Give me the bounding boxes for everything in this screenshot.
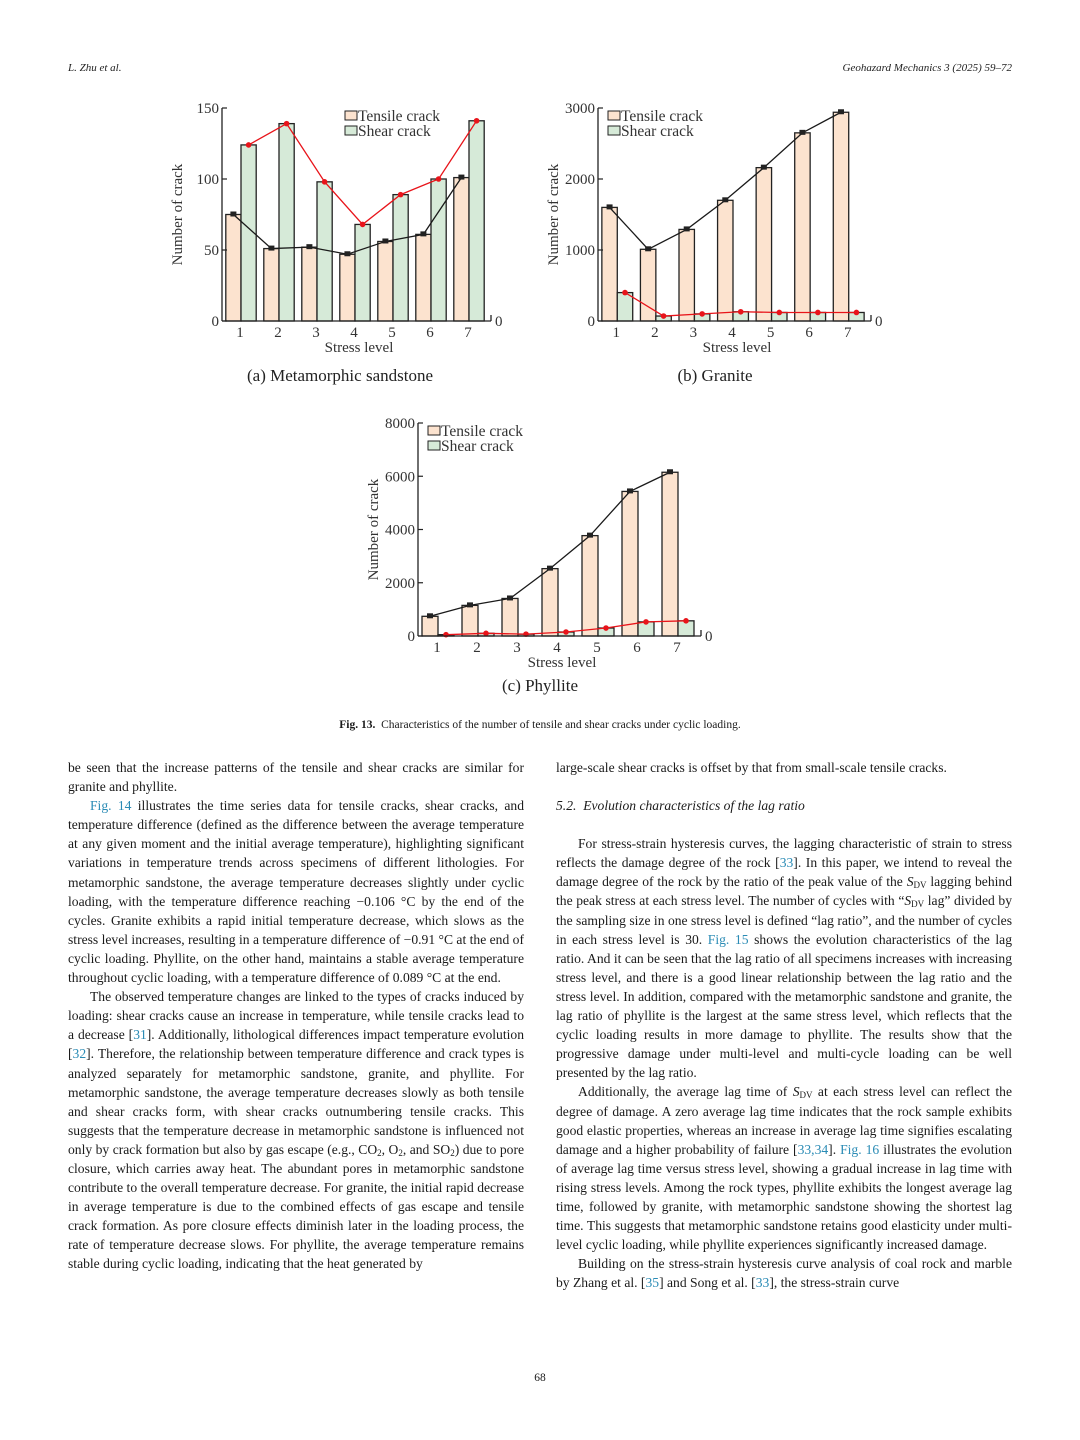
y-tick-label: 0: [587, 314, 595, 330]
tensile-bar: [679, 229, 694, 321]
x-tick-label: 7: [843, 325, 852, 341]
tensile-marker: [507, 595, 513, 600]
x-tick-label: 6: [633, 640, 641, 656]
x-tick-label: 6: [805, 325, 813, 341]
legend-swatch: [428, 426, 440, 435]
citation-link[interactable]: Fig. 16: [840, 1141, 880, 1157]
tensile-bar: [602, 207, 617, 321]
tensile-bar: [422, 616, 438, 636]
running-head-journal: Geohazard Mechanics 3 (2025) 59–72: [842, 62, 1012, 74]
shear-bar: [393, 195, 408, 321]
tensile-bar: [622, 491, 638, 636]
chart-svg: [360, 410, 720, 705]
tensile-bar: [226, 215, 241, 322]
y-tick-label: 150: [196, 101, 219, 117]
tensile-marker: [458, 175, 464, 180]
citation-link[interactable]: 32: [72, 1046, 87, 1062]
legend: [608, 108, 703, 140]
shear-marker: [284, 121, 290, 127]
shear-marker: [398, 192, 404, 198]
x-tick-label: 5: [388, 325, 396, 341]
tensile-marker: [838, 109, 844, 114]
tensile-bar: [264, 249, 279, 321]
shear-marker: [622, 290, 628, 296]
right-axis-zero: 0: [875, 314, 883, 330]
x-tick-label: 7: [673, 640, 681, 656]
x-tick-label: 5: [766, 325, 775, 341]
tensile-marker: [667, 469, 673, 474]
shear-bar: [279, 124, 294, 321]
tensile-marker: [684, 226, 690, 231]
panel-title: (b) Granite: [677, 366, 753, 385]
tensile-marker: [761, 165, 767, 170]
x-tick-label: 1: [236, 325, 244, 341]
tensile-bar: [340, 254, 355, 321]
x-tick-label: 2: [651, 325, 659, 341]
y-axis-label: Number of crack: [170, 163, 186, 266]
tensile-marker: [268, 246, 274, 251]
body-column-right: [556, 758, 1012, 1292]
x-tick-label: 3: [689, 325, 698, 341]
shear-marker: [776, 310, 782, 316]
y-tick-label: 1000: [565, 243, 595, 259]
tensile-bar: [662, 472, 678, 636]
x-tick-label: 2: [274, 325, 282, 341]
x-tick-label: 3: [513, 640, 521, 656]
panel-title: (c) Phyllite: [501, 676, 579, 695]
bars: [226, 121, 484, 321]
legend-swatch: [428, 441, 440, 450]
tensile-marker: [645, 246, 651, 251]
paragraph: For stress-strain hysteresis curves, the lagging characteristic of strain to stress reflects the damage degree of the rock [33]. In this paper, we intend to reveal the damage degree of the rock by the ratio of the peak value of the $S_{DV}$ lagging behind the peak stress at each stress level. The number of cycles with “$S_{DV}$ lag” divided by the sampling size in one stress level is defined “lag ratio”, and the number of cycles in each stress level is 30. Fig. 15 shows the evolution characteristics of the lag ratio. And it can be seen that the lag ratio of all specimens increases with increasing stress level, and there is a good linear relationship between the lag ratio and the stress level. In addition, compared with the metamorphic sandstone and granite, the lag ratio of phyllite is the largest at the same stress level, which reflects that the cyclic loading results in more damage to phyllite. The results show that the progressive damage under multi-level and multi-cycle loading can be well presented by the lag ratio.: [556, 836, 1012, 1081]
tensile-bar: [795, 133, 810, 321]
citation-link[interactable]: 33: [779, 855, 794, 871]
tensile-marker: [722, 197, 728, 202]
legend: [428, 423, 523, 455]
tensile-marker: [627, 488, 633, 493]
y-tick-label: 2000: [565, 172, 595, 188]
section-heading: 5.2. Evolution characteristics of the lag ratio: [556, 798, 805, 814]
bars: [422, 472, 694, 636]
y-tick-label: 0: [407, 629, 415, 645]
legend-label: Shear crack: [358, 123, 431, 140]
legend-label: Tensile crack: [621, 108, 703, 125]
shear-marker: [474, 118, 480, 124]
tensile-marker: [587, 533, 593, 538]
shear-marker: [683, 618, 689, 624]
y-axis-label: Number of crack: [366, 478, 382, 581]
legend-label: Tensile crack: [358, 108, 440, 125]
x-axis-label: Stress level: [702, 340, 772, 356]
figure-caption-text: Characteristics of the number of tensile and shear cracks under cyclic loading.: [381, 719, 741, 731]
right-axis-zero: 0: [495, 314, 503, 330]
shear-marker: [643, 619, 649, 625]
tensile-bar: [756, 168, 771, 321]
paragraph: Fig. 14 illustrates the time series data for tensile cracks, shear cracks, and temperature difference (defined as the difference between the average temperature at any given moment and the initial average temperature), highlighting significant variations in temperature trends across specimens of different lithologies. For metamorphic sandstone, the average temperature decreases slightly under cyclic loading, with the temperature difference reaching −0.106 °C by the end of the cycles. Granite exhibits a rapid initial temperature decrease, which slows as the stress level increases, resulting in a temperature difference of −0.91 °C at the end of cyclic loading. Phyllite, on the other hand, maintains a stable average temperature throughout cyclic loading, with a temperature difference of 0.089 °C at the end.: [68, 798, 525, 986]
tensile-bar: [378, 241, 393, 321]
body-column-left: [68, 758, 524, 1274]
shear-marker: [661, 313, 667, 319]
shear-marker: [563, 629, 569, 635]
page-number: 68: [534, 1372, 546, 1384]
tensile-marker: [382, 238, 388, 243]
legend-swatch: [608, 126, 620, 135]
tensile-bar: [582, 536, 598, 636]
shear-marker: [603, 625, 609, 631]
y-tick-label: 3000: [565, 101, 595, 117]
shear-marker: [738, 309, 744, 315]
shear-marker: [854, 310, 860, 316]
right-axis-zero: 0: [705, 629, 713, 645]
chart-metamorphic-sandstone: [170, 95, 510, 395]
panel-title: (a) Metamorphic sandstone: [247, 366, 433, 385]
legend-label: Shear crack: [621, 123, 694, 140]
tensile-marker: [230, 212, 236, 217]
figure-label: Fig. 13.: [339, 719, 376, 731]
legend-label: Tensile crack: [441, 423, 523, 440]
tensile-marker: [607, 204, 613, 209]
paragraph: The observed temperature changes are linked to the types of cracks induced by loading: shear cracks cause an increase in temperature, while tensile cracks lead to a decrease [31]. Additionally, lithological differences impact temperature evolution [32]. Therefore, the relationship between temperature difference and crack types is analyzed separately for metamorphic sandstone, granite, and phyllite. For metamorphic sandstone, the average temperature decreases slowly as both tensile and shear cracks form, with shear cracks outnumbering tensile cracks. This suggests that the temperature decrease in metamorphic sandstone is influenced not only by crack formation but also by gas escape (e.g., $CO_2$, $O_2$, and $SO_2$) due to pore closure, which carries away heat. The abundant pores in metamorphic sandstone contribute to the overall temperature decrease. For granite, the initial rapid decrease in average temperature is due to the combined effects of gas escape and tensile crack formation. As pore closure effects diminish later in the loading process, the rate of temperature decrease slows. For phyllite, the average temperature remains stable during cyclic loading, indicating that the heat generated by: [68, 989, 525, 1272]
tensile-marker: [344, 251, 350, 256]
shear-marker: [322, 179, 328, 185]
running-head-authors: L. Zhu et al.: [68, 62, 122, 74]
chart-svg: [540, 95, 890, 395]
paragraph: Building on the stress-strain hysteresis curve analysis of coal rock and marble by Zhang et al. [35] and Song et al. [33], the stress-strain curve: [556, 1256, 1012, 1291]
tensile-bar: [502, 598, 518, 636]
tensile-marker: [467, 602, 473, 607]
legend-label: Shear crack: [441, 438, 514, 455]
y-tick-label: 6000: [385, 469, 415, 486]
chart-granite: [540, 95, 890, 395]
tensile-marker: [799, 130, 805, 135]
shear-bar: [469, 121, 484, 321]
y-tick-label: 2000: [385, 575, 415, 592]
shear-marker: [246, 142, 252, 148]
tensile-bar: [416, 234, 431, 321]
y-tick-label: 100: [196, 172, 219, 188]
shear-marker: [436, 176, 442, 182]
x-tick-label: 1: [612, 325, 621, 341]
citation-link[interactable]: 33: [755, 1275, 770, 1291]
x-tick-label: 6: [426, 325, 434, 341]
chart-phyllite: [360, 410, 720, 705]
legend-swatch: [345, 111, 357, 120]
x-tick-label: 4: [728, 325, 736, 341]
legend: [345, 108, 440, 140]
tensile-bar: [462, 605, 478, 636]
tensile-marker: [420, 231, 426, 236]
tensile-bar: [302, 247, 317, 321]
shear-bar: [617, 293, 632, 321]
tensile-marker: [427, 613, 433, 618]
x-tick-label: 5: [593, 640, 601, 656]
y-axis-label: Number of crack: [546, 163, 562, 266]
legend-swatch: [345, 126, 357, 135]
y-tick-label: 0: [211, 314, 219, 330]
legend-swatch: [608, 111, 620, 120]
shear-marker: [360, 222, 366, 228]
figure-caption: [0, 719, 1080, 731]
chart-svg: [170, 95, 510, 395]
paragraph: be seen that the increase patterns of the tensile and shear cracks are similar for granite and phyllite.: [68, 760, 524, 795]
x-tick-label: 4: [553, 640, 561, 656]
x-tick-label: 7: [464, 325, 472, 341]
tensile-marker: [547, 566, 553, 571]
x-axis-label: Stress level: [324, 340, 394, 356]
citation-link[interactable]: 31: [133, 1027, 147, 1043]
tensile-marker: [306, 244, 312, 249]
x-tick-label: 1: [433, 640, 441, 656]
x-tick-label: 4: [350, 325, 358, 341]
tensile-bar: [542, 569, 558, 636]
citation-link[interactable]: Fig. 15: [707, 931, 749, 947]
y-tick-label: 50: [204, 243, 219, 259]
tensile-bar: [833, 112, 848, 321]
x-tick-label: 3: [312, 325, 320, 341]
y-tick-label: 8000: [385, 416, 415, 432]
citation-link[interactable]: 35: [645, 1275, 660, 1291]
tensile-bar: [718, 200, 733, 321]
shear-marker: [699, 311, 705, 317]
citation-link[interactable]: Fig. 14: [90, 798, 132, 814]
paragraph: large-scale shear cracks is offset by that from small-scale tensile cracks.: [556, 760, 947, 775]
tensile-bar: [454, 178, 469, 321]
shear-bar: [355, 224, 370, 321]
x-axis-label: Stress level: [527, 655, 597, 671]
shear-marker: [483, 631, 489, 637]
citation-link[interactable]: 33,34: [797, 1141, 829, 1157]
shear-marker: [815, 310, 821, 316]
bars: [602, 112, 864, 321]
shear-bar: [431, 179, 446, 321]
x-tick-label: 2: [473, 640, 481, 656]
paragraph: Additionally, the average lag time of $S_{DV}$ at each stress level can reflect the degree of damage. A zero average lag time indicates that the rock sample exhibits good elastic properties, whereas an increase in average lag time signifies escalating damage and a higher probability of failure [33,34]. Fig. 16 illustrates the evolution of average lag time versus stress level, showing a gradual increase in lag time with rising stress levels. Among the rock types, phyllite exhibits the longest average lag time, followed by granite, with metamorphic sandstone showing the shortest lag time. This suggests that metamorphic sandstone retains good elasticity under multi-level cyclic loading, while phyllite experiences significantly increased damage.: [556, 1084, 1013, 1253]
y-tick-label: 4000: [385, 522, 415, 539]
